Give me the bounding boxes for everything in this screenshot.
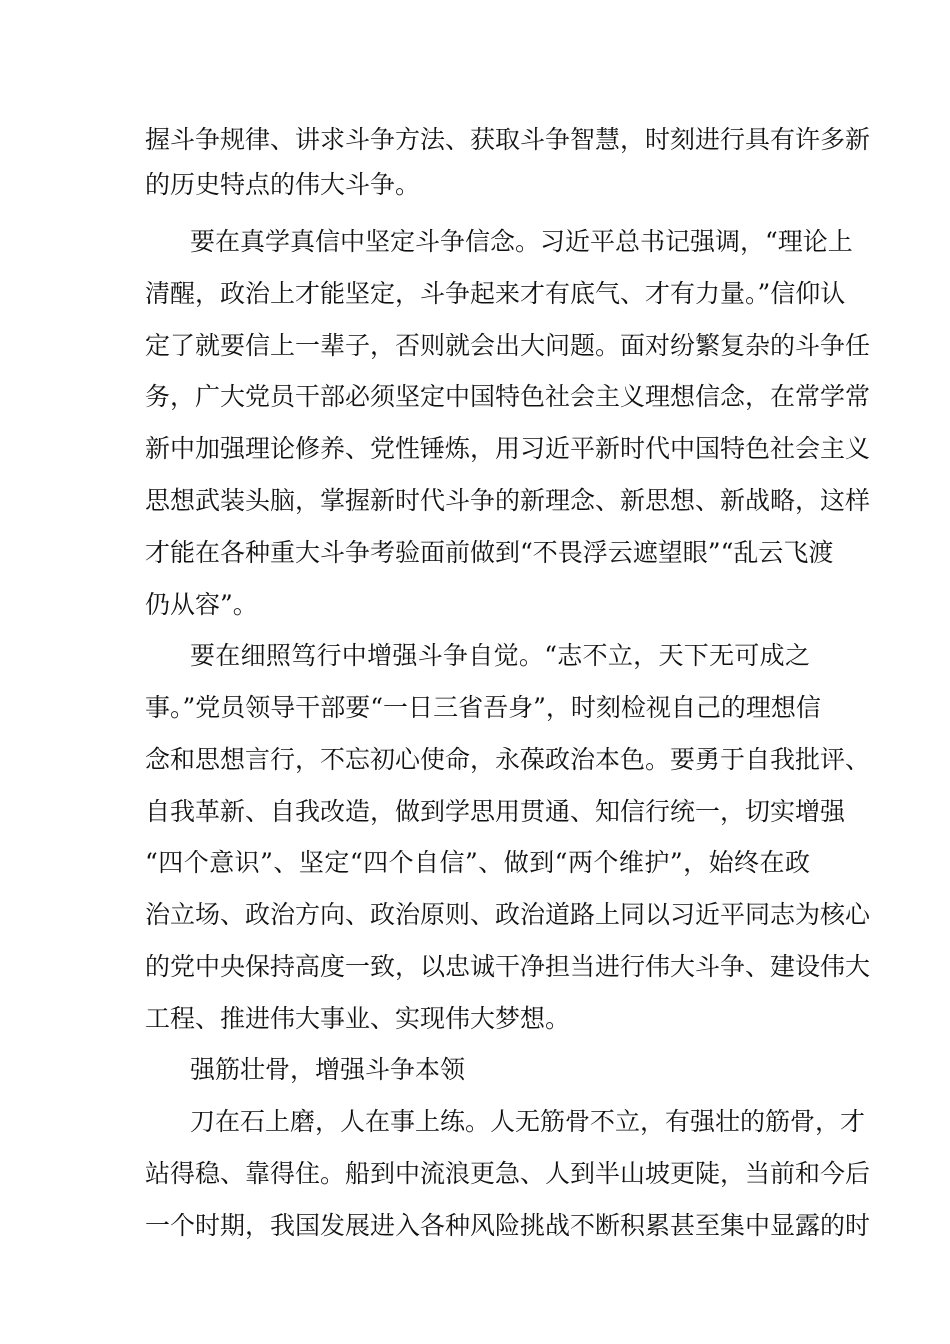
text-line: 清醒，政治上才能坚定，斗争起来才有底气、才有力量。”信仰认 xyxy=(145,279,846,308)
text-line: 思想武装头脑，掌握新时代斗争的新理念、新思想、新战略，这样 xyxy=(145,486,871,515)
text-line: 一个时期，我国发展进入各种风险挑战不断积累甚至集中显露的时 xyxy=(145,1211,871,1240)
text-line: 的党中央保持高度一致，以忠诚干净担当进行伟大斗争、建设伟大 xyxy=(145,952,871,981)
paragraph-first-line: 要在真学真信中坚定斗争信念。习近平总书记强调，“理论上 xyxy=(190,227,853,256)
text-line: 定了就要信上一辈子，否则就会出大问题。面对纷繁复杂的斗争任 xyxy=(145,331,871,360)
paragraph-first-line: 刀在石上磨，人在事上练。人无筋骨不立，有强壮的筋骨，才 xyxy=(190,1107,866,1136)
text-line: 事。”党员领导干部要“一日三省吾身”，时刻检视自己的理想信 xyxy=(145,693,821,722)
text-line: 握斗争规律、讲求斗争方法、获取斗争智慧，时刻进行具有许多新 xyxy=(145,125,871,154)
text-line: 才能在各种重大斗争考验面前做到“不畏浮云遮望眼”“乱云飞渡 xyxy=(145,538,834,567)
text-line: 的历史特点的伟大斗争。 xyxy=(145,170,421,199)
text-line: 自我革新、自我改造，做到学思用贯通、知信行统一，切实增强 xyxy=(145,797,846,826)
section-heading: 强筋壮骨，增强斗争本领 xyxy=(190,1055,466,1084)
text-line: 治立场、政治方向、政治原则、政治道路上同以习近平同志为核心 xyxy=(145,900,871,929)
text-line: 念和思想言行，不忘初心使命，永葆政治本色。要勇于自我批评、 xyxy=(145,745,871,774)
text-line: 工程、推进伟大事业、实现伟大梦想。 xyxy=(145,1004,571,1033)
text-line: “四个意识”、坚定“四个自信”、做到“两个维护”，始终在政 xyxy=(145,848,810,877)
text-line: 新中加强理论修养、党性锤炼，用习近平新时代中国特色社会主义 xyxy=(145,434,871,463)
text-line: 务，广大党员干部必须坚定中国特色社会主义理想信念，在常学常 xyxy=(145,382,871,411)
text-line: 仍从容”。 xyxy=(145,590,258,619)
paragraph-first-line: 要在细照笃行中增强斗争自觉。“志不立，天下无可成之 xyxy=(190,641,810,670)
text-line: 站得稳、靠得住。船到中流浪更急、人到半山坡更陡，当前和今后 xyxy=(145,1159,871,1188)
